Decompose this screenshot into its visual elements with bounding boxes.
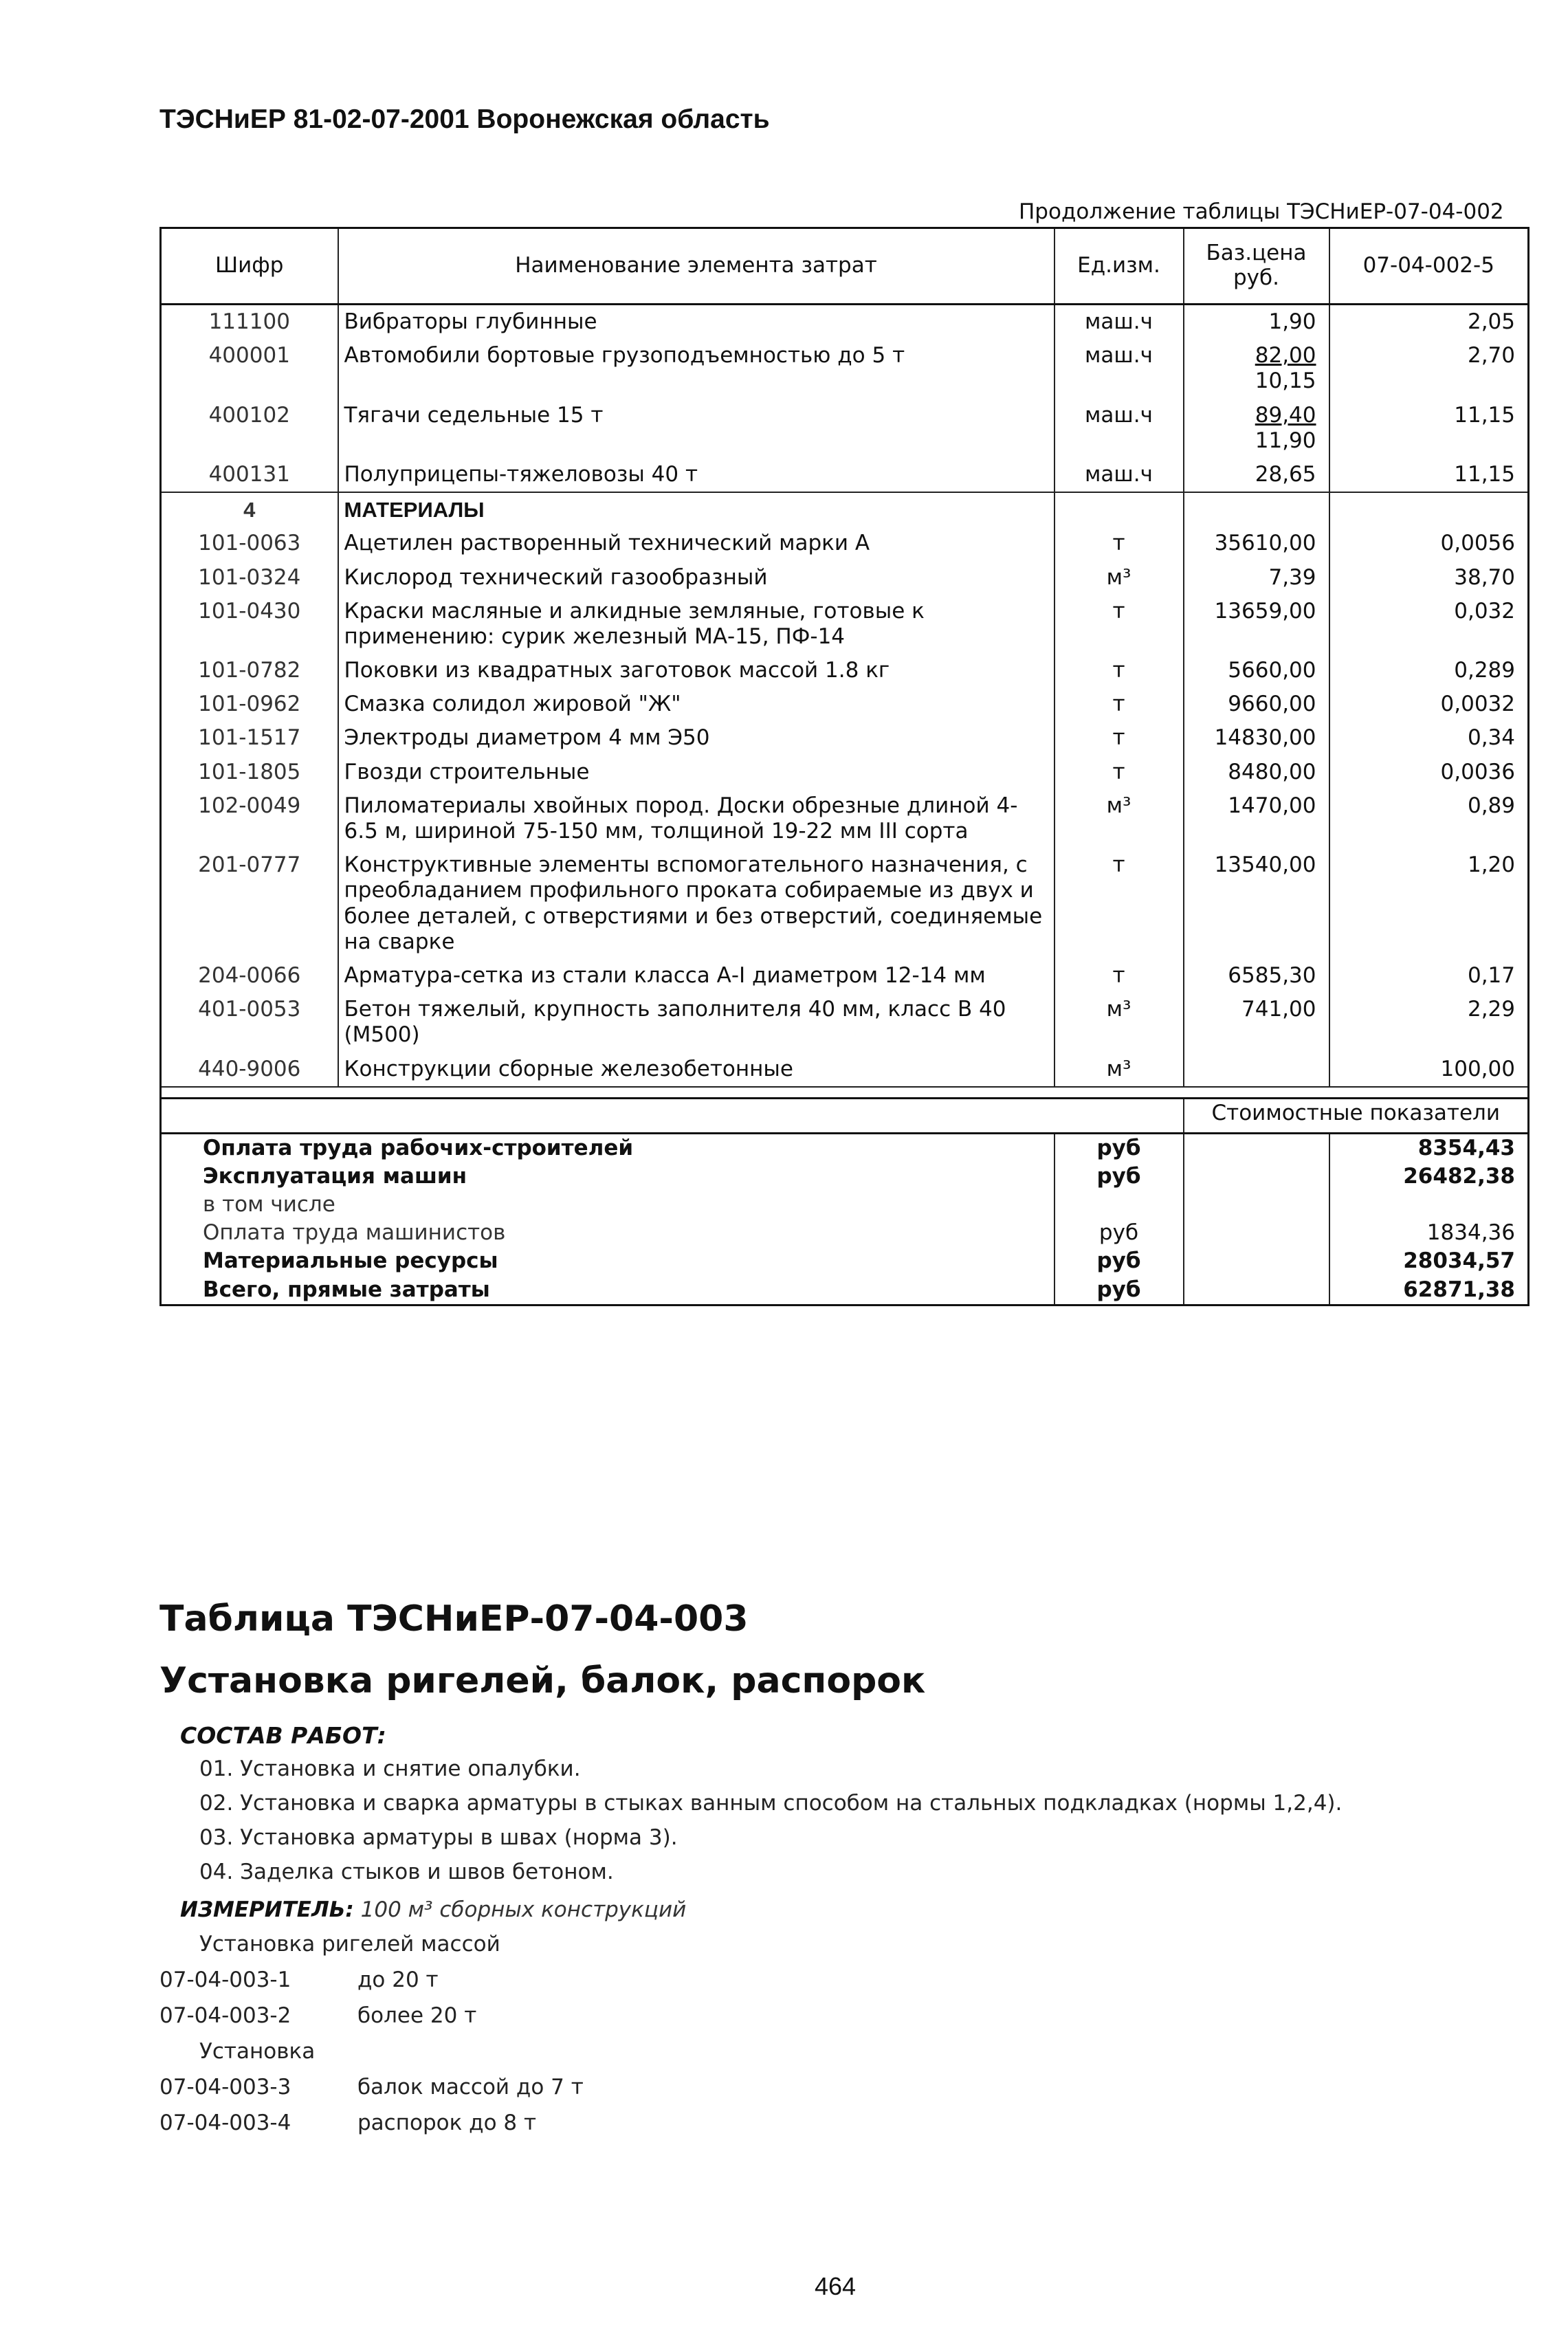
row-norm: 2,70 <box>1329 339 1529 398</box>
row-price-operator: 11,90 <box>1255 428 1316 453</box>
row-norm: 1,20 <box>1329 848 1529 959</box>
section-code: 4 <box>161 492 338 527</box>
row-unit: м³ <box>1054 993 1184 1052</box>
row-unit: т <box>1054 756 1184 789</box>
machine-row <box>161 305 1529 340</box>
row-unit: т <box>1054 654 1184 687</box>
material-row <box>161 687 1529 721</box>
row-norm: 0,0056 <box>1329 527 1529 560</box>
row-unit: т <box>1054 848 1184 959</box>
row-code: 400001 <box>208 343 290 368</box>
row-code: 101-0962 <box>198 692 301 717</box>
row-price: 82,00 <box>1255 343 1316 368</box>
izmeritel-value: 100 м³ сборных конструкций <box>360 1897 687 1922</box>
row-unit: м³ <box>1054 789 1184 848</box>
table-continuation-label: Продолжение таблицы ТЭСНиЕР-07-04-002 <box>1019 199 1504 224</box>
row-name: Конструкции сборные железобетонные <box>338 1053 1054 1087</box>
cost-name: Оплата труда рабочих-строителей <box>203 1135 634 1160</box>
table-title: Таблица ТЭСНиЕР-07-04-003 <box>159 1598 749 1640</box>
material-row <box>161 848 1529 959</box>
cost-value: 1834,36 <box>1329 1219 1529 1247</box>
cost-value <box>1329 1191 1529 1219</box>
row-name: Бетон тяжелый, крупность заполнителя 40 мм, класс В 40 (М500) <box>338 993 1054 1052</box>
row-norm: 0,0032 <box>1329 687 1529 721</box>
row-code: 204-0066 <box>198 962 301 988</box>
empty-cell <box>1184 1219 1329 1247</box>
row-unit: маш.ч <box>1054 458 1184 492</box>
row-price: 1470,00 <box>1184 789 1329 848</box>
cost-value: 62871,38 <box>1329 1276 1529 1305</box>
cost-name: в том числе <box>203 1192 335 1217</box>
row-name: Электроды диаметром 4 мм Э50 <box>338 721 1054 755</box>
row-price: 5660,00 <box>1184 654 1329 687</box>
table-subtitle: Установка ригелей, балок, распорок <box>159 1660 926 1701</box>
cost-unit: руб <box>1054 1247 1184 1275</box>
row-price: 28,65 <box>1255 461 1316 487</box>
cost-name: Всего, прямые затраты <box>203 1277 490 1302</box>
row-name: Пиломатериалы хвойных пород. Доски обрезные длиной 4-6.5 м, шириной 75-150 мм, толщиной 19-22 мм III сорта <box>338 789 1054 848</box>
row-unit: м³ <box>1054 1053 1184 1087</box>
row-name: Гвозди строительные <box>338 756 1054 789</box>
norm-code: 07-04-003-2 <box>159 2003 291 2028</box>
izmeritel <box>180 1897 686 1922</box>
row-unit: т <box>1054 595 1184 654</box>
material-row <box>161 756 1529 789</box>
row-unit: т <box>1054 959 1184 993</box>
row-norm: 0,0036 <box>1329 756 1529 789</box>
empty-cell <box>1184 1163 1329 1191</box>
norm-code: 07-04-003-3 <box>159 2075 291 2100</box>
row-price-cell <box>1184 399 1329 458</box>
cost-unit: руб <box>1054 1276 1184 1305</box>
row-unit: т <box>1054 721 1184 755</box>
row-price-operator: 10,15 <box>1255 368 1316 394</box>
row-name: Краски масляные и алкидные земляные, готовые к применению: сурик железный МА-15, ПФ-14 <box>338 595 1054 654</box>
spacer-row <box>161 1087 1529 1099</box>
row-norm: 0,89 <box>1329 789 1529 848</box>
row-name: Тягачи седельные 15 т <box>338 399 1054 458</box>
machine-row <box>161 339 1529 398</box>
row-price-cell <box>1184 305 1329 340</box>
material-row <box>161 789 1529 848</box>
row-name: Вибраторы глубинные <box>338 305 1054 340</box>
row-price-cell <box>1184 339 1329 398</box>
norm-group-label: Установка <box>199 2039 316 2064</box>
row-price: 35610,00 <box>1184 527 1329 560</box>
cost-row <box>161 1163 1529 1191</box>
row-price: 8480,00 <box>1184 756 1329 789</box>
cost-header: Стоимостные показатели <box>1184 1098 1529 1133</box>
cost-name: Эксплуатация машин <box>203 1163 467 1189</box>
cost-unit: руб <box>1054 1163 1184 1191</box>
row-code: 101-0324 <box>198 564 301 590</box>
row-price: 89,40 <box>1255 402 1316 428</box>
material-row <box>161 959 1529 993</box>
cost-unit <box>1054 1191 1184 1219</box>
material-row <box>161 721 1529 755</box>
row-code: 401-0053 <box>198 997 301 1022</box>
row-price-cell <box>1184 458 1329 492</box>
row-price <box>1184 1053 1329 1087</box>
material-row <box>161 654 1529 687</box>
cost-name: Оплата труда машинистов <box>203 1220 506 1246</box>
cost-row <box>161 1133 1529 1163</box>
work-item: 03. Установка арматуры в швах (норма 3). <box>199 1825 678 1850</box>
machine-row <box>161 399 1529 458</box>
row-name: Арматура-сетка из стали класса А-I диаметром 12-14 мм <box>338 959 1054 993</box>
norm-code: 07-04-003-4 <box>159 2111 291 2135</box>
row-code: 101-0063 <box>198 531 301 556</box>
cost-row <box>161 1219 1529 1247</box>
row-norm: 0,289 <box>1329 654 1529 687</box>
row-norm: 0,34 <box>1329 721 1529 755</box>
spacer-cell <box>161 1087 1529 1099</box>
norm-group-label: Установка ригелей массой <box>199 1932 500 1957</box>
sostav-label: СОСТАВ РАБОТ: <box>180 1722 386 1749</box>
row-code: 101-0430 <box>198 598 301 624</box>
row-norm: 0,17 <box>1329 959 1529 993</box>
row-unit: т <box>1054 687 1184 721</box>
row-code: 101-0782 <box>198 658 301 683</box>
row-code: 101-1805 <box>198 759 301 784</box>
row-code: 440-9006 <box>198 1056 301 1081</box>
empty-cell <box>1184 1276 1329 1305</box>
row-unit: маш.ч <box>1054 399 1184 458</box>
row-code: 101-1517 <box>198 725 301 751</box>
row-price: 741,00 <box>1184 993 1329 1052</box>
row-code: 111100 <box>208 309 290 334</box>
document-header: ТЭСНиЕР 81-02-07-2001 Воронежская область <box>159 104 770 134</box>
row-unit: маш.ч <box>1054 339 1184 398</box>
row-code: 201-0777 <box>198 852 301 878</box>
norm-text: распорок до 8 т <box>357 2111 537 2135</box>
resource-table-wrapper <box>159 227 1527 1306</box>
empty-cell <box>1184 1133 1329 1163</box>
material-row <box>161 527 1529 560</box>
resource-table <box>159 227 1530 1306</box>
row-norm: 38,70 <box>1329 561 1529 595</box>
material-row <box>161 595 1529 654</box>
header-price: Баз.цена руб. <box>1184 228 1329 305</box>
row-name: Поковки из квадратных заготовок массой 1.8 кг <box>338 654 1054 687</box>
row-price: 6585,30 <box>1184 959 1329 993</box>
empty-cell <box>1329 492 1529 527</box>
norm-text: до 20 т <box>357 1968 439 1992</box>
header-code: Шифр <box>161 228 338 305</box>
row-price: 7,39 <box>1184 561 1329 595</box>
table-header-row <box>161 228 1529 305</box>
row-name: Смазка солидол жировой "Ж" <box>338 687 1054 721</box>
cost-value: 8354,43 <box>1329 1133 1529 1163</box>
row-norm: 11,15 <box>1329 458 1529 492</box>
row-price: 13540,00 <box>1184 848 1329 959</box>
row-price: 13659,00 <box>1184 595 1329 654</box>
row-name: Ацетилен растворенный технический марки А <box>338 527 1054 560</box>
norm-text: более 20 т <box>357 2003 477 2028</box>
row-price: 14830,00 <box>1184 721 1329 755</box>
row-unit: т <box>1054 527 1184 560</box>
row-norm: 2,05 <box>1329 305 1529 340</box>
cost-value: 26482,38 <box>1329 1163 1529 1191</box>
row-name: Автомобили бортовые грузоподъемностью до 5 т <box>338 339 1054 398</box>
cost-header-row <box>161 1098 1529 1133</box>
empty-cell <box>1184 492 1329 527</box>
row-unit: м³ <box>1054 561 1184 595</box>
row-name: Кислород технический газообразный <box>338 561 1054 595</box>
empty-cell <box>1184 1191 1329 1219</box>
header-name: Наименование элемента затрат <box>338 228 1054 305</box>
cost-value: 28034,57 <box>1329 1247 1529 1275</box>
norm-text: балок массой до 7 т <box>357 2075 584 2100</box>
cost-name: Материальные ресурсы <box>203 1248 498 1274</box>
cost-unit: руб <box>1054 1219 1184 1247</box>
cost-row <box>161 1247 1529 1275</box>
row-norm: 0,032 <box>1329 595 1529 654</box>
machine-row <box>161 458 1529 492</box>
empty-cell <box>161 1098 1184 1133</box>
section-title: МАТЕРИАЛЫ <box>338 492 1054 527</box>
row-code: 102-0049 <box>198 793 301 818</box>
header-unit: Ед.изм. <box>1054 228 1184 305</box>
work-item: 04. Заделка стыков и швов бетоном. <box>199 1860 614 1884</box>
row-unit: маш.ч <box>1054 305 1184 340</box>
row-name: Конструктивные элементы вспомогательного назначения, с преобладанием профильного проката собираемые из двух и более деталей, с отверстиями и без отверстий, соединяемые на сварке <box>338 848 1054 959</box>
header-norm: 07-04-002-5 <box>1329 228 1529 305</box>
material-row <box>161 561 1529 595</box>
work-item: 02. Установка и сварка арматуры в стыках ванным способом на стальных подкладках (нормы 1,2,4). <box>199 1791 1343 1816</box>
izmeritel-label: ИЗМЕРИТЕЛЬ: <box>180 1897 354 1922</box>
material-row <box>161 993 1529 1052</box>
work-item: 01. Установка и снятие опалубки. <box>199 1756 581 1781</box>
cost-row <box>161 1191 1529 1219</box>
empty-cell <box>1054 492 1184 527</box>
material-row <box>161 1053 1529 1087</box>
row-norm: 2,29 <box>1329 993 1529 1052</box>
norm-code: 07-04-003-1 <box>159 1968 291 1992</box>
row-norm: 100,00 <box>1329 1053 1529 1087</box>
page-number: 464 <box>815 2272 857 2300</box>
row-name: Полуприцепы-тяжеловозы 40 т <box>338 458 1054 492</box>
row-norm: 11,15 <box>1329 399 1529 458</box>
row-price: 9660,00 <box>1184 687 1329 721</box>
cost-row <box>161 1276 1529 1305</box>
row-code: 400102 <box>208 402 290 428</box>
materials-section-row <box>161 492 1529 527</box>
row-price: 1,90 <box>1268 309 1316 334</box>
row-code: 400131 <box>208 461 290 487</box>
empty-cell <box>1184 1247 1329 1275</box>
cost-unit: руб <box>1054 1133 1184 1163</box>
